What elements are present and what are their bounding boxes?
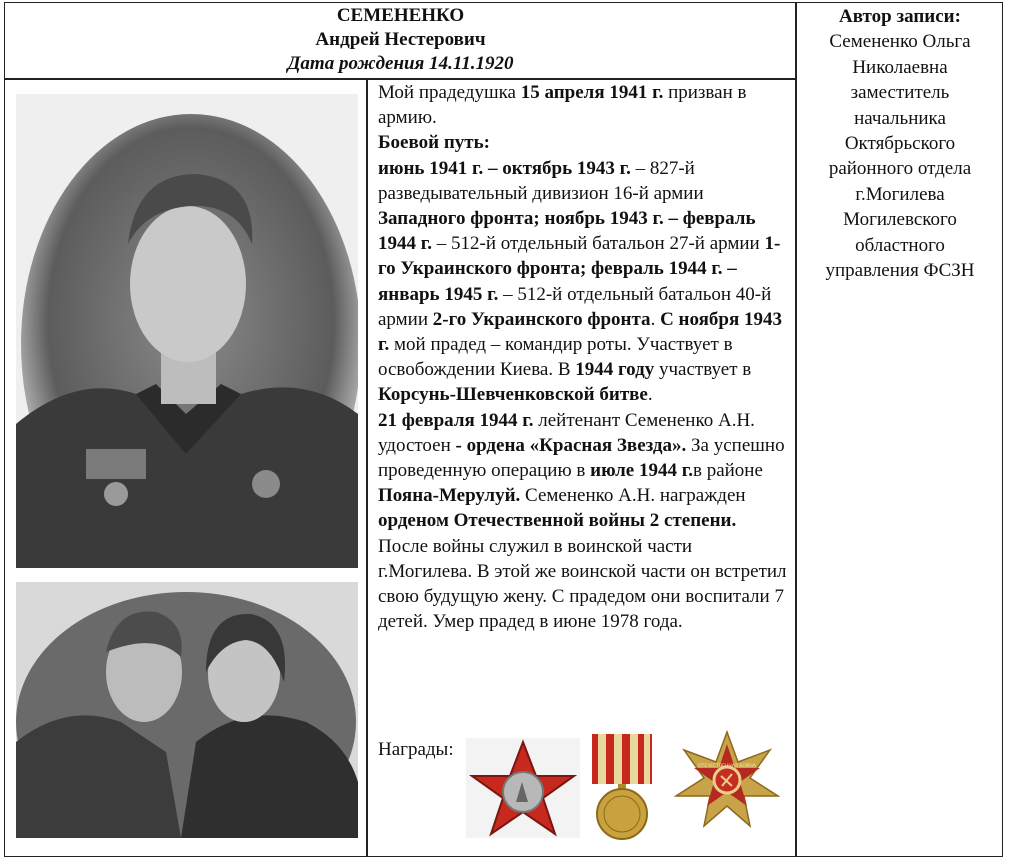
patriotic-war-order-icon <box>674 730 780 828</box>
table-divider-left <box>366 80 368 857</box>
bio-bold: Пояна-Мерулуй. <box>378 485 521 507</box>
bio-text: участвует в <box>654 359 752 381</box>
combat-path-title: Боевой путь: <box>378 132 490 154</box>
bio-text: лейтенант Семененко А.Н. удостоен <box>378 409 755 456</box>
author-line: Могилевского <box>843 209 957 231</box>
bio-text: . <box>650 308 661 330</box>
author-line: г.Могилева <box>855 183 945 205</box>
bio-after-war: После войны служил в воинской части г.Могилева. В этой же воинской части он встретил свою будущую жену. С прадедом они воспитали 7 детей. Умер прадед в июне 1978 года. <box>378 535 787 633</box>
moscow-defense-medal <box>584 734 660 842</box>
bio-bold: 21 февраля 1944 г. <box>378 409 534 431</box>
order-inscription: ОТЕЧЕСТВЕННАЯ ВОЙНА <box>698 764 756 769</box>
author-line: Николаевна <box>852 56 948 78</box>
bio-text: – 512-й отдельный батальон 40-й армии <box>378 283 772 330</box>
red-star-icon <box>466 738 580 838</box>
full-name: Андрей Нестерович <box>315 29 486 50</box>
patriotic-war-order <box>674 730 780 828</box>
author-line: Семененко Ольга <box>829 31 971 53</box>
bio-bold: 1944 году <box>575 359 655 381</box>
author-line: районного отдела <box>828 158 972 180</box>
bio-text: . <box>647 384 653 406</box>
medal-icon <box>584 734 660 842</box>
bio-bold: Корсунь-Шевченковской битве <box>378 384 648 406</box>
bio-text: мой прадед – командир роты. Участвует в освобождении Киева. В <box>378 334 733 381</box>
portrait-photo <box>16 94 358 568</box>
couple-photo <box>16 582 358 838</box>
bio-bold: 2-го Украинского фронта <box>432 308 651 330</box>
bio-bold: С ноября 1943 г. <box>378 308 782 356</box>
surname: СЕМЕНЕНКО <box>336 5 465 26</box>
bio-bold: июле 1944 г. <box>590 460 693 482</box>
bio-bold: - ордена «Красная Звезда». <box>455 434 687 456</box>
couple-photo-art <box>16 582 358 838</box>
bio-text: Семененко А.Н. награжден <box>520 485 746 507</box>
bio-bold: орденом Отечественной войны 2 степени. <box>378 510 737 532</box>
bio-bold: июнь 1941 г. – октябрь 1943 г. <box>378 157 631 179</box>
biography-text <box>378 80 788 634</box>
author-block <box>799 4 1001 283</box>
bio-date: 15 апреля 1941 г. <box>520 82 664 103</box>
author-line: Октябрьского <box>844 133 956 155</box>
birth-date: Дата рождения 14.11.1920 <box>287 53 514 74</box>
awards-label: Награды: <box>378 739 454 760</box>
author-line: заместитель <box>850 82 950 104</box>
bio-text: в районе <box>692 460 763 482</box>
author-line: управления ФСЗН <box>825 260 975 282</box>
table-divider-right <box>795 2 797 857</box>
author-line: начальника <box>854 107 946 129</box>
bio-text: За успешно проведенную операцию в <box>378 434 785 482</box>
bio-bold: Западного фронта; ноябрь 1943 г. – февраль 1944 г. <box>378 208 756 255</box>
portrait-photo-art <box>16 94 358 568</box>
red-star-order <box>466 738 580 838</box>
author-line: областного <box>855 234 945 256</box>
bio-bold: 1-го Украинского фронта; февраль 1944 г. – январь 1945 г. <box>378 233 781 305</box>
person-header <box>6 4 795 78</box>
author-label: Автор записи: <box>839 6 961 27</box>
bio-text: Мой прадедушка <box>378 82 521 103</box>
bio-text: – 512-й отдельный батальон 27-й армии <box>432 233 765 255</box>
bio-text: призван в армию. <box>378 82 747 129</box>
bio-text: – 827-й разведывательный дивизион 16-й армии <box>378 157 704 204</box>
